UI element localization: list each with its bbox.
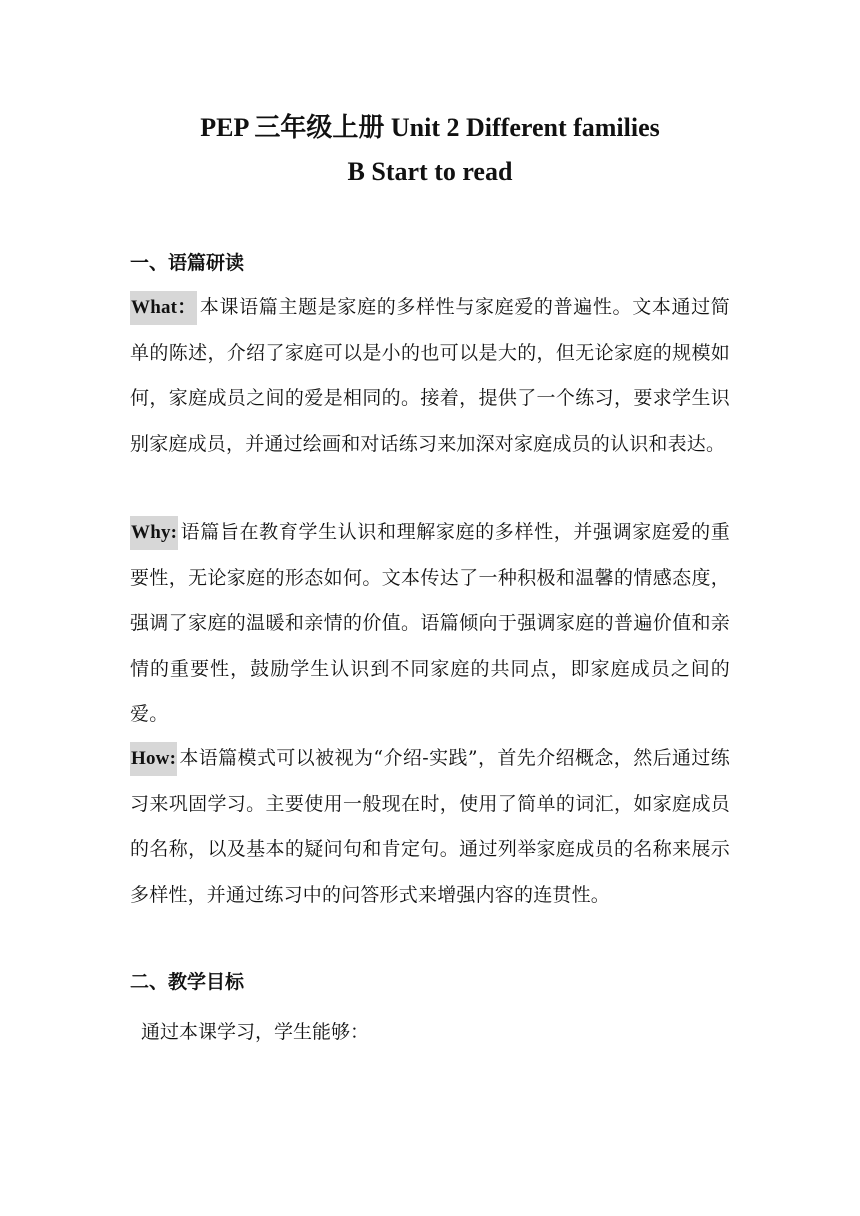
- what-paragraph: [130, 285, 730, 467]
- what-label: What：: [130, 291, 197, 325]
- what-text: 本课语篇主题是家庭的多样性与家庭爱的普遍性。文本通过简单的陈述，介绍了家庭可以是小的也可以是大的，但无论家庭的规模如何，家庭成员之间的爱是相同的。接着，提供了一个练习，要求学生识别家庭成员，并通过绘画和对话练习来加深对家庭成员的认识和表达。: [130, 296, 730, 455]
- how-label: How:: [130, 742, 177, 776]
- how-text: 本语篇模式可以被视为“介绍-实践”，首先介绍概念，然后通过练习来巩固学习。主要使用一般现在时，使用了简单的词汇，如家庭成员的名称，以及基本的疑问句和肯定句。通过列举家庭成员的名称来展示多样性，并通过练习中的问答形式来增强内容的连贯性。: [130, 747, 730, 906]
- document-title: PEP 三年级上册 Unit 2 Different families: [200, 113, 660, 142]
- why-paragraph: [130, 510, 730, 738]
- section-heading-teaching-goals: 二、教学目标: [130, 971, 245, 993]
- why-label: Why:: [130, 516, 178, 550]
- why-text: 语篇旨在教育学生认识和理解家庭的多样性，并强调家庭爱的重要性，无论家庭的形态如何。文本传达了一种积极和温馨的情感态度，强调了家庭的温暖和亲情的价值。语篇倾向于强调家庭的普遍价值和亲情的重要性，鼓励学生认识到不同家庭的共同点，即家庭成员之间的爱。: [130, 521, 730, 725]
- how-paragraph: [130, 736, 730, 918]
- document-subtitle: B Start to read: [347, 157, 513, 186]
- section-heading-text-analysis: 一、语篇研读: [130, 252, 245, 274]
- goals-intro-text: 通过本课学习，学生能够：: [141, 1021, 370, 1043]
